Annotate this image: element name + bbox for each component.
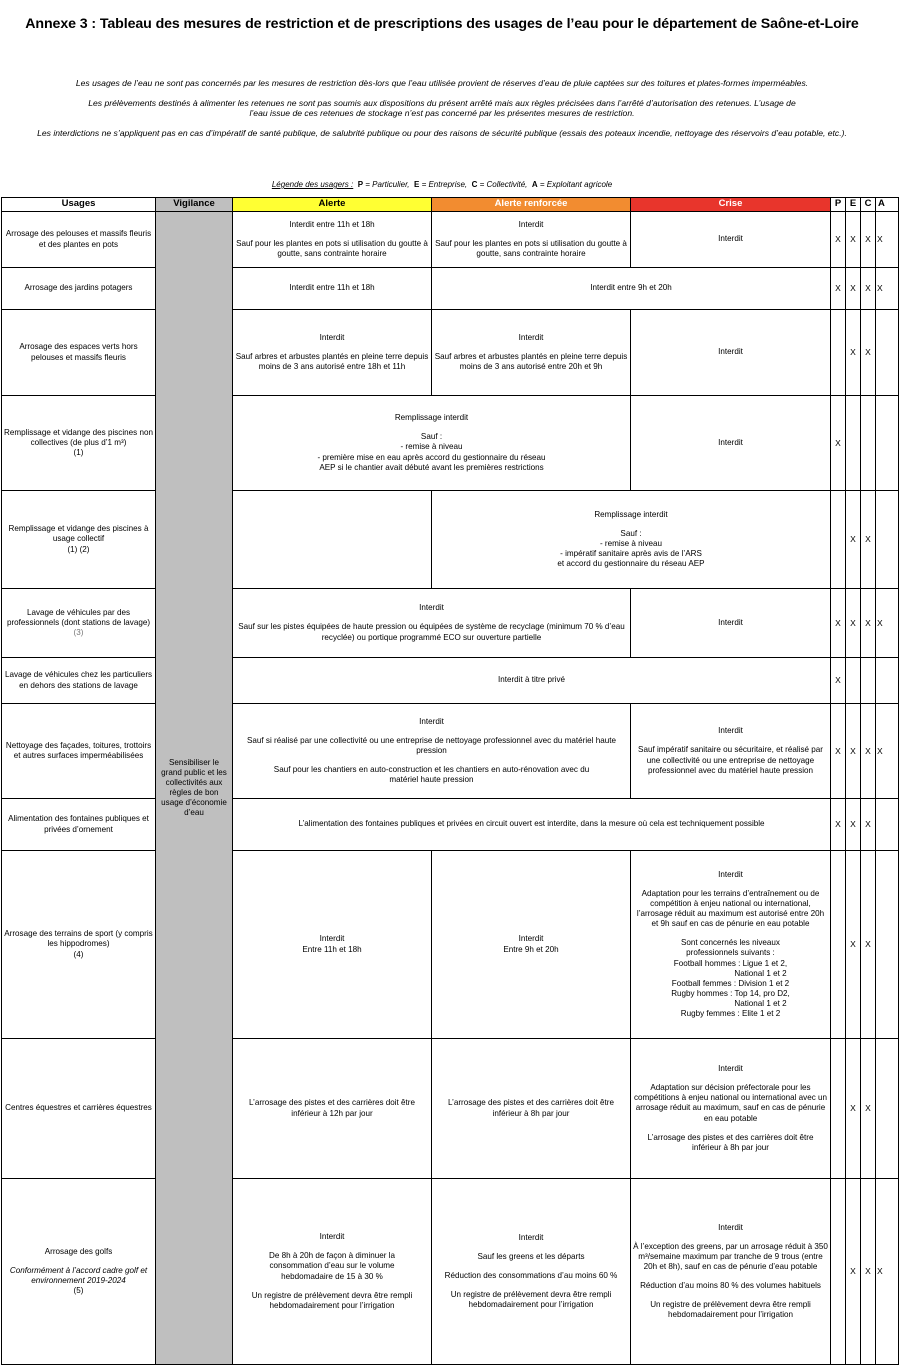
header-e: E [846,198,861,212]
table-row [2,212,899,268]
usage-cell: Alimentation des fontaines publiques et privées d’ornement [2,799,156,851]
usage-cell: Arrosage des pelouses et massifs fleuris et des plantes en pots [2,212,156,268]
legend-a-label: = Exploitant agricole [539,180,613,189]
a-cell [876,851,899,1039]
notes [0,78,884,147]
usage-cell: Lavage de véhicules par des professionnels (dont stations de lavage) (3) [2,589,156,658]
usage-cell: Arrosage des golfs Conformément à l’accord cadre golf et environnement 2019-2024 (5) [2,1179,156,1365]
p-cell: X [831,212,846,268]
e-cell: X [846,1039,861,1179]
a-cell [876,310,899,396]
legend-title: Légende des usagers : [271,180,354,189]
crise-cell: Interdit Adaptation sur décision préfectorale pour les compétitions à enjeu national ou international avec un arrosage réduit au maximum, sauf en cas de pénurie en eau potable L’arrosage des pistes et des carrières doit être inférieur à 8h par jour [631,1039,831,1179]
c-cell: X [861,491,876,589]
p-cell [831,491,846,589]
alerte-cell: Interdit De 8h à 20h de façon à diminuer la consommation d’eau sur le volume hebdomadaire de 15 à 30 % Un registre de prélèvement devra être rempli hebdomadairement pour l’irrigation [233,1179,432,1365]
alerte-merged-cell: Interdit Sauf sur les pistes équipées de haute pression ou équipées de système de recyclage (minimum 70 % d’eau recyclée) ou portique programmé ECO sur ouverture partielle [233,589,631,658]
c-cell [861,396,876,491]
e-cell [846,658,861,704]
p-cell [831,1179,846,1365]
c-cell: X [861,1179,876,1365]
usage-cell: Arrosage des jardins potagers [2,268,156,310]
alerte-cell: Interdit Entre 11h et 18h [233,851,432,1039]
a-cell [876,799,899,851]
a-cell: X [876,704,899,799]
crise-cell: Interdit [631,589,831,658]
crise-cell: Interdit Sauf impératif sanitaire ou sécuritaire, et réalisé par une collectivité ou une entreprise de nettoyage professionnel avec du matériel haute pression [631,704,831,799]
header-alerte: Alerte [233,198,432,212]
p-cell [831,851,846,1039]
table-row [2,799,899,851]
c-cell: X [861,704,876,799]
alerte-renforcee-crise-cell: Interdit entre 9h et 20h [432,268,831,310]
a-cell: X [876,212,899,268]
page-title: Annexe 3 : Tableau des mesures de restriction et de prescriptions des usages de l’eau pour le département de Saône-et-Loire [25,16,859,32]
header-usages: Usages [2,198,156,212]
vigilance-text: Sensibiliser le grand public et les collectivités aux règles de bon usage d’économie d’eau [161,757,227,818]
table-row [2,704,899,799]
e-cell: X [846,799,861,851]
table-row [2,268,899,310]
p-cell: X [831,268,846,310]
e-cell: X [846,1179,861,1365]
header-c: C [861,198,876,212]
table-row [2,851,899,1039]
a-cell [876,491,899,589]
a-cell: X [876,268,899,310]
usage-cell: Centres équestres et carrières équestres [2,1039,156,1179]
e-cell [846,396,861,491]
a-cell [876,396,899,491]
c-cell: X [861,212,876,268]
legend [0,180,884,189]
e-cell: X [846,589,861,658]
alerte-renforcee-cell: Interdit Entre 9h et 20h [432,851,631,1039]
header-a: A [876,198,899,212]
crise-cell: Interdit [631,212,831,268]
note-retenues: Les prélèvements destinés à alimenter les retenues ne sont pas soumis aux dispositions du présent arrêté mais aux règles précisées dans l’arrêté d’autorisation des retenues. L’usage de l’eau issue de ces retenues de stockage n’est pas concerné par les présentes mesures de restriction. [88,97,796,118]
alerte-cell: Interdit Sauf arbres et arbustes plantés en pleine terre depuis moins de 3 ans autorisé entre 18h et 11h [233,310,432,396]
header-crise: Crise [631,198,831,212]
header-p: P [831,198,846,212]
c-cell: X [861,268,876,310]
vigilance-cell [156,212,233,1365]
legend-c: C [471,180,478,189]
usage-cell: Nettoyage des façades, toitures, trottoirs et autres surfaces imperméabilisées [2,704,156,799]
header-vigilance: Vigilance [156,198,233,212]
p-cell: X [831,396,846,491]
merged-cell: L’alimentation des fontaines publiques et privées en circuit ouvert est interdite, dans la mesure où cela est techniquement possible [233,799,831,851]
e-cell: X [846,212,861,268]
alerte-renforcee-cell: Interdit Sauf les greens et les départs Réduction des consommations d’au moins 60 % Un registre de prélèvement devra être rempli hebdomadairement pour l’irrigation [432,1179,631,1365]
a-cell [876,658,899,704]
alerte-renforcee-cell: L’arrosage des pistes et des carrières doit être inférieur à 8h par jour [432,1039,631,1179]
p-cell [831,310,846,396]
note-interdictions: Les interdictions ne s’appliquent pas en cas d’impératif de santé publique, de salubrité publique ou pour des raisons de sécurité publique (essais des poteaux incendie, nettoyage des réservoirs d’eau potable, etc.). [37,127,847,138]
alerte-cell: Interdit entre 11h et 18h [233,268,432,310]
p-cell: X [831,658,846,704]
e-cell: X [846,310,861,396]
e-cell: X [846,851,861,1039]
alerte-merged-cell: Interdit Sauf si réalisé par une collectivité ou une entreprise de nettoyage professionnel avec du matériel haute pression Sauf pour les chantiers en auto-construction et les chantiers en auto-rénovation avec du matériel haute pression [233,704,631,799]
table-row [2,491,899,589]
c-cell: X [861,589,876,658]
note-rainwater: Les usages de l’eau ne sont pas concernés par les mesures de restriction dès-lors que l’eau utilisée provient de réserves d’eau de pluie captées sur des toitures et plates-formes imperméables. [75,78,809,88]
crise-cell: Interdit À l’exception des greens, par un arrosage réduit à 350 m³/semaine maximum par tranche de 9 trous (entre 20h et 8h), sauf en cas de pénurie d’eau potable Réduction d’au moins 80 % des volumes habituels Un registre de prélèvement devra être rempli hebdomadairement pour l’irrigation [631,1179,831,1365]
alerte-renforcee-cell: Interdit Sauf pour les plantes en pots si utilisation du goutte à goutte, sans contrainte horaire [432,212,631,268]
table-row [2,1179,899,1365]
c-cell: X [861,851,876,1039]
p-cell: X [831,799,846,851]
c-cell: X [861,1039,876,1179]
a-cell [876,1039,899,1179]
legend-c-label: = Collectivité, [479,180,528,189]
legend-e: E [413,180,420,189]
p-cell: X [831,589,846,658]
legend-e-label: = Entreprise, [421,180,468,189]
e-cell: X [846,491,861,589]
usage-cell: Lavage de véhicules chez les particuliers en dehors des stations de lavage [2,658,156,704]
legend-p-label: = Particulier, [365,180,410,189]
usage-cell: Arrosage des espaces verts hors pelouses et massifs fleuris [2,310,156,396]
c-cell [861,658,876,704]
table-row [2,310,899,396]
restrictions-table [1,197,899,1365]
legend-p: P [357,180,364,189]
header-row [2,198,899,212]
table-row [2,589,899,658]
a-cell: X [876,589,899,658]
header-alerte-renforcee: Alerte renforcée [432,198,631,212]
usage-cell: Remplissage et vidange des piscines non collectives (de plus d’1 m³) (1) [2,396,156,491]
p-cell [831,1039,846,1179]
crise-cell: Interdit [631,310,831,396]
alerte-cell [233,491,432,589]
usage-cell: Remplissage et vidange des piscines à usage collectif (1) (2) [2,491,156,589]
p-cell: X [831,704,846,799]
table-row [2,658,899,704]
alerte-renforcee-crise-cell: Remplissage interdit Sauf : - remise à niveau - impératif sanitaire après avis de l’ARS et accord du gestionnaire du réseau AEP [432,491,831,589]
a-cell: X [876,1179,899,1365]
table-row [2,1039,899,1179]
alerte-cell: Interdit entre 11h et 18h Sauf pour les plantes en pots si utilisation du goutte à goutte, sans contrainte horaire [233,212,432,268]
table-row [2,396,899,491]
alerte-renforcee-cell: Interdit Sauf arbres et arbustes plantés en pleine terre depuis moins de 3 ans autorisé entre 20h et 9h [432,310,631,396]
usage-cell: Arrosage des terrains de sport (y compris les hippodromes) (4) [2,851,156,1039]
e-cell: X [846,268,861,310]
crise-cell: Interdit Adaptation pour les terrains d’entraînement ou de compétition à enjeu national ou international, l’arrosage réduit au maximum est autorisé entre 20h et 9h sauf en cas de pénurie en eau potable Sont concernés les niveaux professionnels suivants : Football hommes : Ligue 1 et 2, National 1 et 2 Football femmes : Division 1 et 2 Rugby hommes : Top 14, pro D2, National 1 et 2 Rugby femmes : Elite 1 et 2 [631,851,831,1039]
crise-cell: Interdit [631,396,831,491]
merged-cell: Interdit à titre privé [233,658,831,704]
legend-a: A [531,180,538,189]
alerte-cell: L’arrosage des pistes et des carrières doit être inférieur à 12h par jour [233,1039,432,1179]
alerte-merged-cell: Remplissage interdit Sauf : - remise à niveau - première mise en eau après accord du gestionnaire du réseau AEP si le chantier avait débuté avant les premières restrictions [233,396,631,491]
c-cell: X [861,310,876,396]
e-cell: X [846,704,861,799]
c-cell: X [861,799,876,851]
